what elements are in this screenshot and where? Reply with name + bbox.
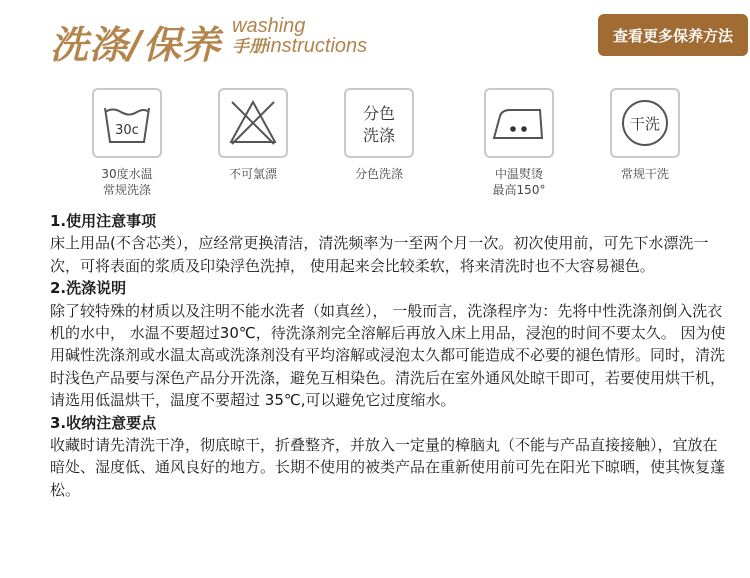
separate-wash-text-2: 洗涤 (362, 126, 396, 145)
section-body-washing: 除了较特殊的材质以及注明不能水洗者（如真丝）， 一般而言，洗涤程序为：先将中性洗涤剂倒入洗衣机的水中， 水温不要超过30℃，待洗涤剂完全溶解后再放入床上用品，浸泡的时间不要太久。 因为使用碱性洗涤剂或水温太高或洗涤剂没有平均溶解或浸泡太久都可能造成不必要的褪色情形。同时，清洗时浅色产品要与深色产品分开洗涤，避免互相染色。清洗后在室外通风处晾干即可，若要使用烘干机，请选用低温烘干，温度不要超过 35℃,可以避免它过度缩水。 (50, 301, 726, 410)
iron-medium-icon (484, 88, 554, 158)
section-body-storage: 收藏时请先清洗干净，彻底晾干，折叠整齐，并放入一定量的樟脑丸（不能与产品直接接触），宜放在暗处、湿度低、通风良好的地方。长期不使用的被类产品在重新使用前可先在阳光下晾晒，使其恢复蓬松。 (50, 436, 726, 499)
wash-temp-text: 30c (115, 123, 139, 138)
section-heading-storage: 3.收纳注意要点 (50, 413, 157, 432)
dry-clean-icon (610, 88, 680, 158)
icon-caption-separate: 分色洗涤 (354, 167, 403, 181)
section-body-usage: 床上用品(不含芯类），应经常更换清洁，清洗频率为一至两个月一次。初次使用前，可先下水漂洗一次，可将表面的浆质及印染浮色洗掉， 使用起来会比较柔软，将来清洗时也不大容易褪色。 (50, 234, 709, 275)
care-instructions (50, 210, 730, 501)
more-care-methods-button[interactable]: 查看更多保养方法 (598, 14, 748, 56)
subtitle-instructions-line (232, 36, 367, 57)
page-title: 洗涤/保养 (50, 23, 221, 67)
section-heading-usage: 1.使用注意事项 (50, 212, 157, 230)
dry-clean-text: 干洗 (629, 115, 661, 133)
icon-caption-bleach: 不可氯漂 (228, 167, 277, 181)
separate-wash-text-1: 分色 (362, 104, 396, 123)
subtitle-prefix: 手册 (232, 37, 266, 56)
icon-caption-dryclean: 常规干洗 (620, 167, 669, 181)
subtitle-instructions: instructions (266, 35, 368, 57)
separate-wash-icon (344, 88, 414, 158)
page-subtitle (232, 16, 367, 57)
care-icons-row (0, 88, 750, 200)
no-bleach-icon (218, 88, 288, 158)
section-heading-washing: 2.洗涤说明 (50, 279, 127, 298)
subtitle-washing: washing (232, 15, 306, 37)
icon-caption-wash: 30度水温 常规洗涤 (101, 167, 153, 197)
wash-30c-icon (92, 88, 162, 158)
icon-caption-iron: 中温熨烫 最高150° (492, 167, 546, 197)
header (0, 0, 750, 70)
